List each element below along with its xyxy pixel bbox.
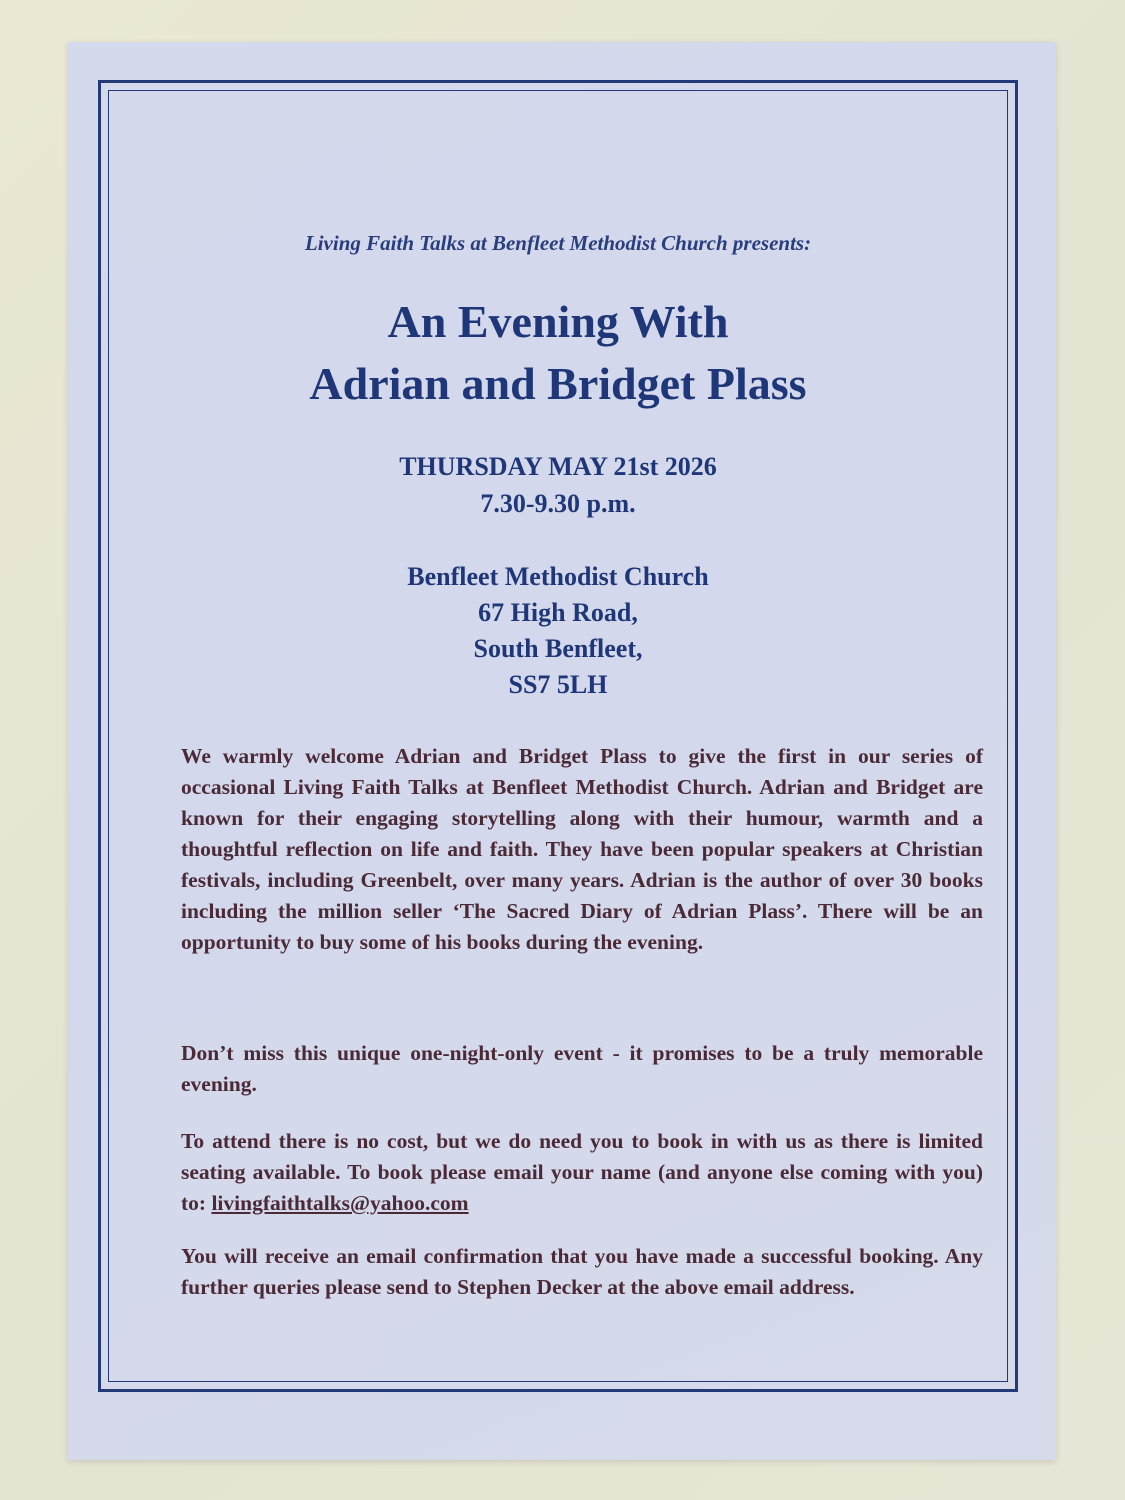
event-date: THURSDAY MAY 21st 2026 (399, 452, 717, 481)
flyer-sheet (68, 42, 1056, 1460)
event-time: 7.30-9.30 p.m. (480, 489, 636, 518)
flyer-tagline: Living Faith Talks at Benfleet Methodist Church presents: (304, 231, 812, 255)
confirmation-paragraph: You will receive an email confirmation that you have made a successful booking. Any further queries please send to Stephen Decker at the above email address. (181, 1244, 983, 1299)
title-line-2: Adrian and Bridget Plass (309, 358, 807, 409)
booking-paragraph (181, 1126, 983, 1219)
intro-paragraph: We warmly welcome Adrian and Bridget Plass to give the first in our series of occasional Living Faith Talks at Benfleet Methodist Church. Adrian and Bridget are known for their engaging storytelling along with their humour, warmth and a thoughtful reflection on life and faith. They have been popular speakers at Christian festivals, including Greenbelt, over many years. Adrian is the author of over 30 books including the million seller ‘The Sacred Diary of Adrian Plass’. There will be an opportunity to buy some of his books during the evening. (181, 744, 983, 954)
booking-email-link[interactable]: livingfaithtalks@yahoo.com (211, 1191, 469, 1215)
venue-town: South Benfleet, (473, 634, 643, 663)
dont-miss-paragraph: Don’t miss this unique one-night-only event - it promises to be a truly memorable evening. (181, 1041, 983, 1096)
flyer-title (101, 291, 1015, 415)
booking-text: To attend there is no cost, but we do need you to book in with us as there is limited seating available. To book please email your name (and anyone else coming with you) to: (181, 1129, 983, 1215)
flyer-border (98, 80, 1018, 1392)
title-line-1: An Evening With (387, 296, 729, 347)
event-venue (101, 559, 1015, 703)
event-datetime (101, 448, 1015, 522)
venue-postcode: SS7 5LH (508, 670, 608, 699)
venue-street: 67 High Road, (478, 598, 638, 627)
venue-name: Benfleet Methodist Church (407, 562, 709, 591)
